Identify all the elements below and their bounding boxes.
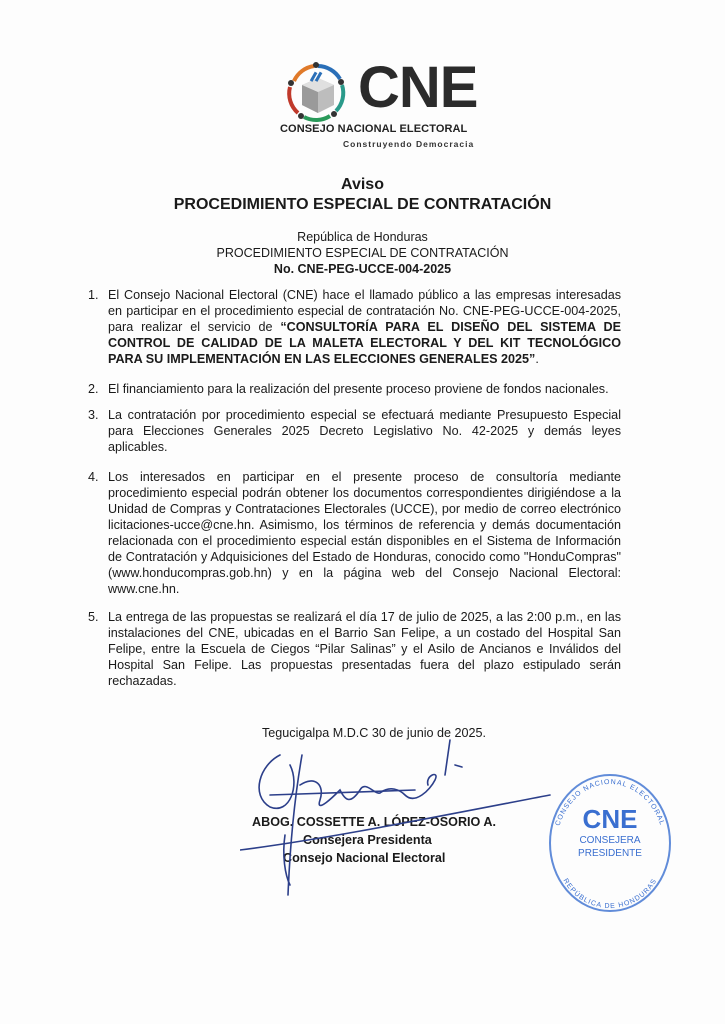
page-title: PROCEDIMIENTO ESPECIAL DE CONTRATACIÓN — [173, 196, 552, 213]
stamp-role-2: PRESIDENTE — [578, 848, 642, 859]
notice-items — [88, 287, 621, 699]
item-text: Los interesados en participar en el presente proceso de consultoría mediante procedimiento especial podrán obtener los documentos correspondientes dirigiéndose a la Unidad de Compras y Contrataciones Electorales (UCCE), por medio de correo electrónico licitaciones-ucce@cne.hn. Asimismo, los términos de referencia y demás documentación relacionada con el procedimiento especial están disponibles en el Sistema de Información de Contratación y Adquisiciones del Estado de Honduras, conocido como "HonduCompras" (www.honducompras.gob.hn) y en la página web del Consejo Nacional Electoral: www.cne.hn. — [108, 470, 621, 596]
notice-heading: Aviso — [341, 176, 384, 193]
item-number: 1. — [88, 288, 99, 302]
stamp-center: CNE — [582, 804, 638, 834]
list-item — [88, 609, 621, 689]
item-number: 5. — [88, 610, 99, 624]
item-text-tail: . — [535, 352, 539, 366]
signer-name: ABOG. COSSETTE A. LÓPEZ-OSORIO A. — [252, 815, 496, 829]
place-date: Tegucigalpa M.D.C 30 de junio de 2025. — [262, 726, 487, 740]
item-number: 2. — [88, 382, 99, 396]
item-text: El financiamiento para la realización del presente proceso proviene de fondos nacionales. — [108, 382, 609, 396]
signer-organization: Consejo Nacional Electoral — [283, 851, 446, 865]
list-item — [88, 407, 621, 455]
item-bold-text: “CONSULTORÍA PARA EL DISEÑO DEL SISTEMA DE CONTROL DE CALIDAD DE LA MALETA ELECTORAL Y DEL KIT TECNOLÓGICO PARA SU IMPLEMENTACIÓN EN LAS ELECCIONES GENERALES 2025” — [108, 320, 621, 366]
item-text: La entrega de las propuestas se realizará el día 17 de julio de 2025, a las 2:00 p.m., en las instalaciones del CNE, ubicadas en el Barrio San Felipe, a un costado del Hospital San Felipe, entre la Escuela de Ciegos “Pilar Salinas” y el Asilo de Ancianos e Inválidos del Hospital San Felipe. Las propuestas presentadas fuera del plazo estipulado serán rechazadas. — [108, 610, 621, 688]
ballot-box-logo-icon — [284, 61, 350, 123]
item-number: 3. — [88, 408, 99, 422]
stamp-top-text: CONSEJO NACIONAL ELECTORAL — [554, 778, 666, 827]
handwritten-signature — [240, 735, 560, 900]
stamp-role-1: CONSEJERA — [579, 835, 641, 846]
item-text: La contratación por procedimiento especial se efectuará mediante Presupuesto Especial para Elecciones Generales 2025 Decreto Legislativo No. 42-2025 y demás leyes aplicables. — [108, 408, 621, 454]
list-item — [88, 469, 621, 597]
cne-logo — [280, 55, 495, 155]
procedure-number: No. CNE-PEG-UCCE-004-2025 — [273, 262, 452, 276]
subtitle-line: PROCEDIMIENTO ESPECIAL DE CONTRATACIÓN — [216, 246, 509, 260]
list-item — [88, 287, 621, 367]
country-line: República de Honduras — [297, 230, 428, 244]
stamp-bottom-text: REPÚBLICA DE HONDURAS — [561, 877, 659, 911]
logo-acronym: CNE — [358, 55, 478, 120]
official-stamp — [548, 748, 673, 913]
signer-role: Consejera Presidenta — [303, 833, 432, 847]
list-item — [88, 381, 621, 397]
item-text: El Consejo Nacional Electoral (CNE) hace el llamado público a las empresas interesadas en participar en el procedimiento especial de contratación No. CNE-PEG-UCCE-004-2025, para realizar el servicio de — [108, 288, 621, 334]
item-number: 4. — [88, 470, 99, 484]
logo-name: CONSEJO NACIONAL ELECTORAL — [280, 123, 468, 135]
logo-tagline: Construyendo Democracia — [343, 139, 475, 149]
